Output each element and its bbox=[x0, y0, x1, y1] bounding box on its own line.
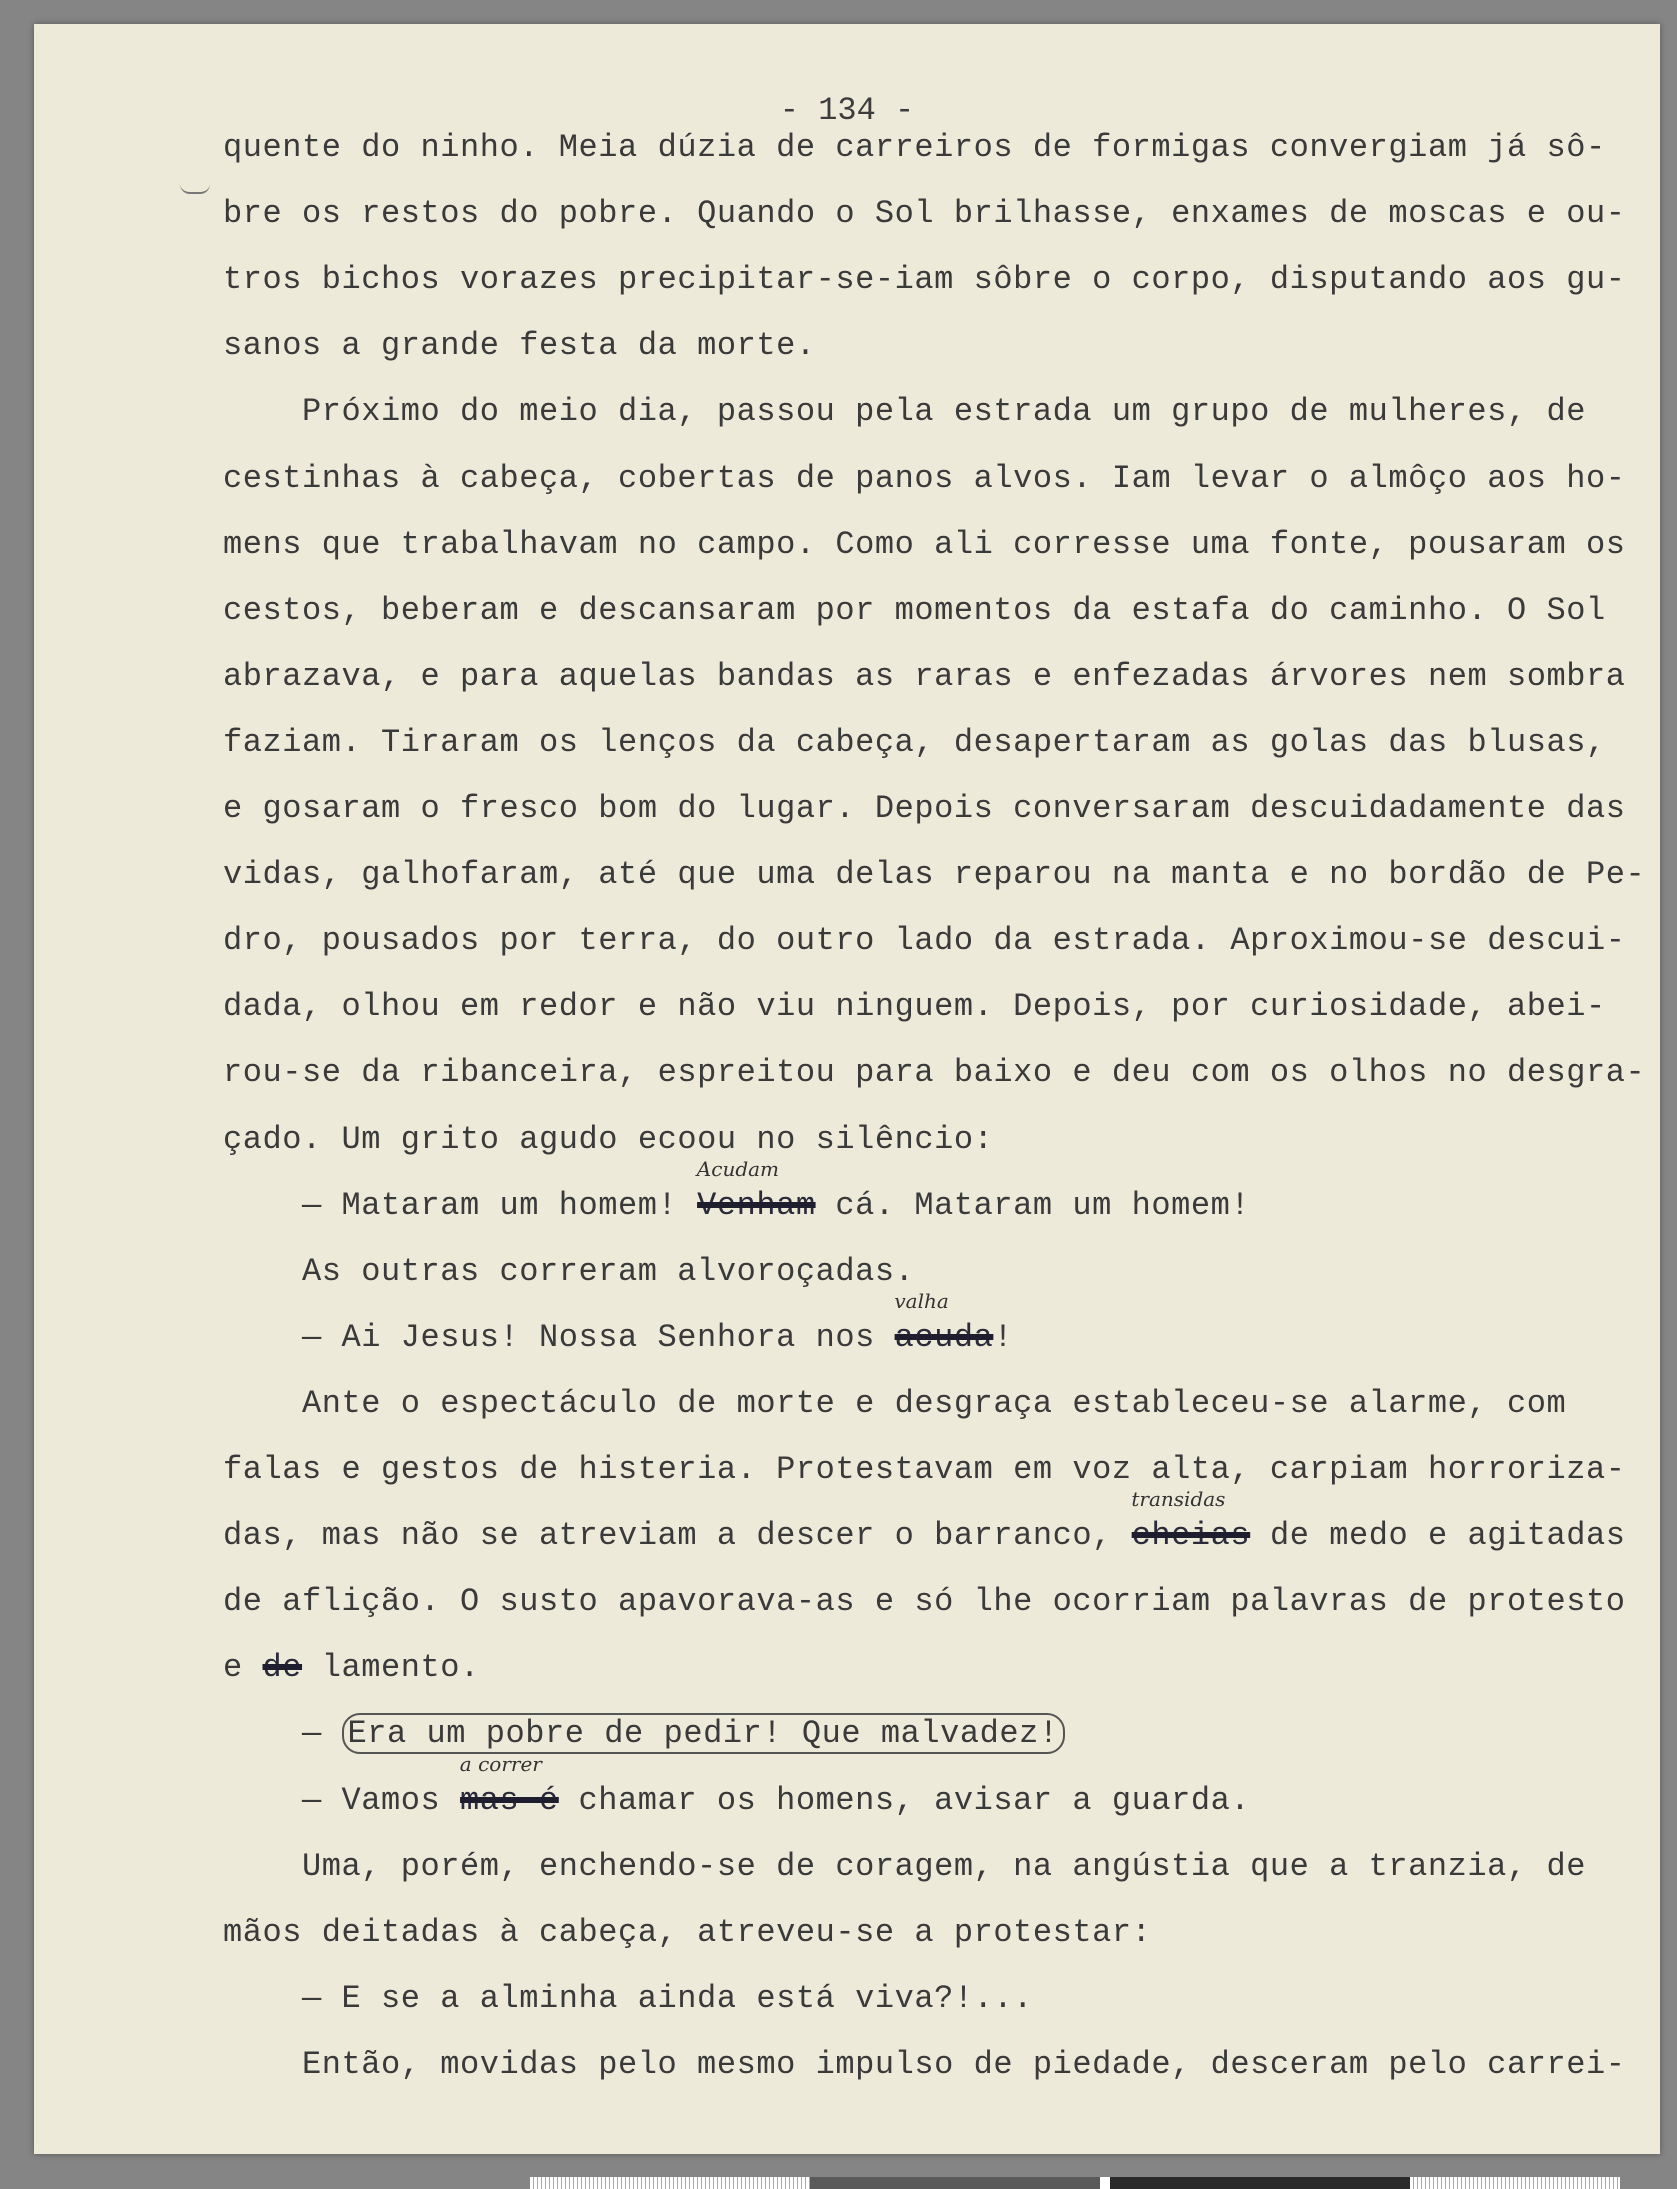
circled-text: Era um pobre de pedir! Que malvadez! bbox=[342, 1713, 1065, 1754]
color-scale-black bbox=[1110, 2177, 1410, 2189]
text-line bbox=[223, 790, 1625, 827]
text-line bbox=[302, 2046, 1625, 2083]
text-line bbox=[223, 592, 1606, 629]
text-line bbox=[223, 327, 816, 364]
text-line bbox=[223, 922, 1625, 959]
line-text: mãos deitadas à cabeça, atreveu-se a protestar: bbox=[223, 1913, 1152, 1951]
text-line bbox=[223, 1487, 1626, 1555]
line-text: — bbox=[302, 1715, 342, 1753]
text-line bbox=[223, 195, 1625, 232]
text-line bbox=[302, 1751, 1251, 1819]
text-line bbox=[223, 460, 1625, 497]
handwritten-insertion: a correr bbox=[459, 1751, 542, 1776]
line-text: e gosaram o fresco bom do lugar. Depois conversaram descuidadamente das bbox=[223, 790, 1626, 827]
line-text: das, mas não se atreviam a descer o barranco, bbox=[223, 1517, 1132, 1555]
struck-out-word: acuda bbox=[894, 1318, 994, 1356]
line-text: — E se a alminha ainda está viva?!... bbox=[302, 1979, 1033, 2017]
text-line bbox=[302, 393, 1586, 430]
struck-out-word: Venham bbox=[697, 1186, 816, 1224]
line-text: mens que trabalhavam no campo. Como ali corresse uma fonte, pousaram os bbox=[223, 525, 1626, 563]
struck-out-word: de bbox=[262, 1649, 303, 1687]
color-scale-white bbox=[530, 2177, 810, 2189]
line-text: cestos, beberam e descansaram por momentos da estafa do caminho. O Sol bbox=[223, 591, 1606, 629]
line-text: dro, pousados por terra, do outro lado da estrada. Aproximou-se descui- bbox=[223, 922, 1626, 960]
line-text: cá. Mataram um homem! bbox=[815, 1186, 1251, 1224]
line-text: lamento. bbox=[302, 1649, 480, 1687]
text-line bbox=[223, 856, 1645, 893]
line-text: ! bbox=[993, 1318, 1014, 1356]
text-line bbox=[223, 1649, 480, 1686]
line-text: e bbox=[223, 1649, 263, 1687]
line-text: rou-se da ribanceira, espreitou para baixo e deu com os olhos no desgra- bbox=[223, 1054, 1646, 1092]
line-text: çado. Um grito agudo ecoou no silêncio: bbox=[223, 1120, 994, 1158]
typewritten-page bbox=[34, 24, 1660, 2154]
text-line bbox=[223, 988, 1606, 1025]
text-line bbox=[302, 1288, 1014, 1356]
line-text: — Mataram um homem! bbox=[302, 1186, 698, 1224]
line-text: sanos a grande festa da morte. bbox=[223, 327, 816, 365]
margin-pencil-mark bbox=[180, 182, 210, 194]
struck-out-word: mas é bbox=[460, 1781, 559, 1819]
text-line bbox=[302, 1715, 1065, 1752]
line-text: dada, olhou em redor e não viu ninguem. Depois, por curiosidade, abei- bbox=[223, 988, 1606, 1026]
text-line bbox=[223, 526, 1625, 563]
text-line bbox=[223, 658, 1625, 695]
text-line bbox=[223, 1121, 993, 1158]
color-scale-divider bbox=[1100, 2177, 1110, 2189]
handwritten-insertion: transidas bbox=[1131, 1487, 1226, 1512]
text-line bbox=[302, 1385, 1566, 1422]
line-text: quente do ninho. Meia dúzia de carreiros de formigas convergiam já sô- bbox=[223, 129, 1606, 166]
line-text: tros bichos vorazes precipitar-se-iam sôbre o corpo, disputando aos gu- bbox=[223, 261, 1626, 299]
color-scale-gray bbox=[810, 2177, 1100, 2189]
text-line bbox=[302, 1253, 914, 1290]
line-text: de medo e agitadas bbox=[1250, 1517, 1626, 1555]
line-text: abrazava, e para aquelas bandas as raras e enfezadas árvores nem sombra bbox=[223, 657, 1626, 695]
color-scale-white-2 bbox=[1410, 2177, 1620, 2189]
text-line bbox=[223, 129, 1606, 166]
text-line bbox=[223, 261, 1625, 298]
line-text: — Ai Jesus! Nossa Senhora nos bbox=[302, 1318, 895, 1356]
line-text: As outras correram alvoroçadas. bbox=[302, 1252, 915, 1290]
line-text: Uma, porém, enchendo-se de coragem, na angústia que a tranzia, de bbox=[302, 1847, 1586, 1885]
line-text: cestinhas à cabeça, cobertas de panos alvos. Iam levar o almôço aos ho- bbox=[223, 459, 1626, 497]
line-text: vidas, galhofaram, até que uma delas reparou na manta e no bordão de Pe- bbox=[223, 856, 1646, 894]
text-line bbox=[223, 1451, 1625, 1488]
line-text: Então, movidas pelo mesmo impulso de piedade, desceram pelo carrei- bbox=[302, 2045, 1626, 2083]
line-text: de aflição. O susto apavorava-as e só lhe ocorriam palavras de protesto bbox=[223, 1583, 1626, 1621]
line-text: Ante o espectáculo de morte e desgraça estableceu-se alarme, com bbox=[302, 1384, 1567, 1422]
text-line bbox=[302, 1848, 1586, 1885]
text-line bbox=[223, 1054, 1645, 1091]
struck-out-word: cheias bbox=[1131, 1517, 1251, 1555]
text-line bbox=[223, 1583, 1625, 1620]
text-line bbox=[223, 724, 1606, 761]
text-line bbox=[302, 1156, 1251, 1224]
line-text: faziam. Tiraram os lenços da cabeça, desapertaram as golas das blusas, bbox=[223, 723, 1606, 761]
line-text: chamar os homens, avisar a guarda. bbox=[558, 1781, 1251, 1819]
line-text: bre os restos do pobre. Quando o Sol brilhasse, enxames de moscas e ou- bbox=[223, 195, 1626, 233]
line-text: — Vamos bbox=[302, 1781, 461, 1819]
handwritten-insertion: valha bbox=[894, 1288, 949, 1313]
text-line bbox=[223, 1914, 1151, 1951]
handwritten-insertion: Acudam bbox=[696, 1156, 780, 1181]
line-text: Próximo do meio dia, passou pela estrada um grupo de mulheres, de bbox=[302, 393, 1586, 431]
page-number: - 134 - bbox=[779, 92, 915, 129]
text-line bbox=[302, 1980, 1033, 2017]
line-text: falas e gestos de histeria. Protestavam em voz alta, carpiam horroriza- bbox=[223, 1451, 1626, 1488]
